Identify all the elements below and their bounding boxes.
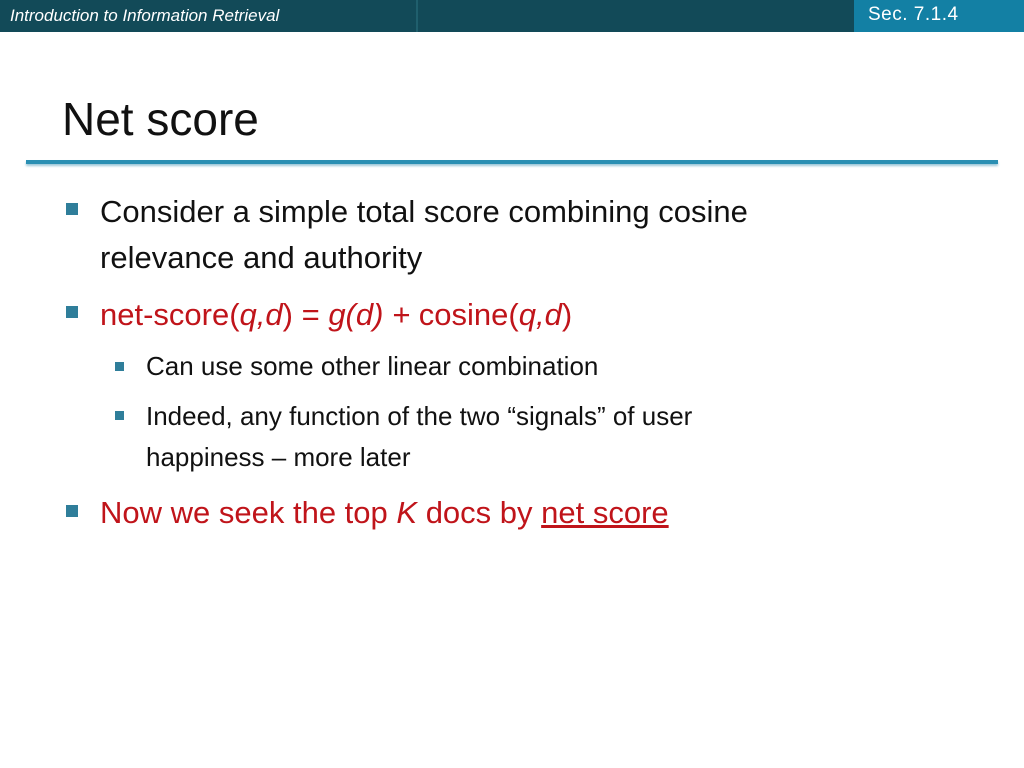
net-score-link[interactable]: net score [541,495,669,530]
sub-bullet-text: Can use some other linear combination [146,351,599,381]
emphasis-text: Now we seek the top [100,495,397,530]
formula-args: q,d [518,297,562,332]
sub-bullet-square-icon [115,362,124,371]
sub-bullet-square-icon [115,411,124,420]
course-title: Introduction to Information Retrieval [0,0,418,32]
formula-text: ) [561,297,573,332]
header-bar [0,0,1024,32]
section-label: Sec. 7.1.4 [854,0,1024,32]
title-divider [26,160,998,164]
bullet-square-icon [66,306,78,318]
sub-bullet-text: Indeed, any function of the two “signals” of user [146,401,693,431]
emphasis-k: K [396,495,418,530]
sub-bullet-text-continued: happiness – more later [146,442,411,472]
bullet-square-icon [66,203,78,215]
bullet-square-icon [66,505,78,517]
formula-text: net-score( [100,297,240,332]
slide-title: Net score [62,93,259,145]
bullet-text: Consider a simple total score combining cosine [100,194,748,229]
bullet-text-continued: relevance and authority [100,240,423,275]
formula-g: g(d) + [328,297,411,332]
emphasis-text: docs by [417,495,542,530]
formula-args: q,d [239,297,283,332]
formula-text: cosine( [410,297,519,332]
formula-text: ) = [282,297,329,332]
formula-line [100,292,572,338]
bullet-text-emphasis [100,490,669,536]
